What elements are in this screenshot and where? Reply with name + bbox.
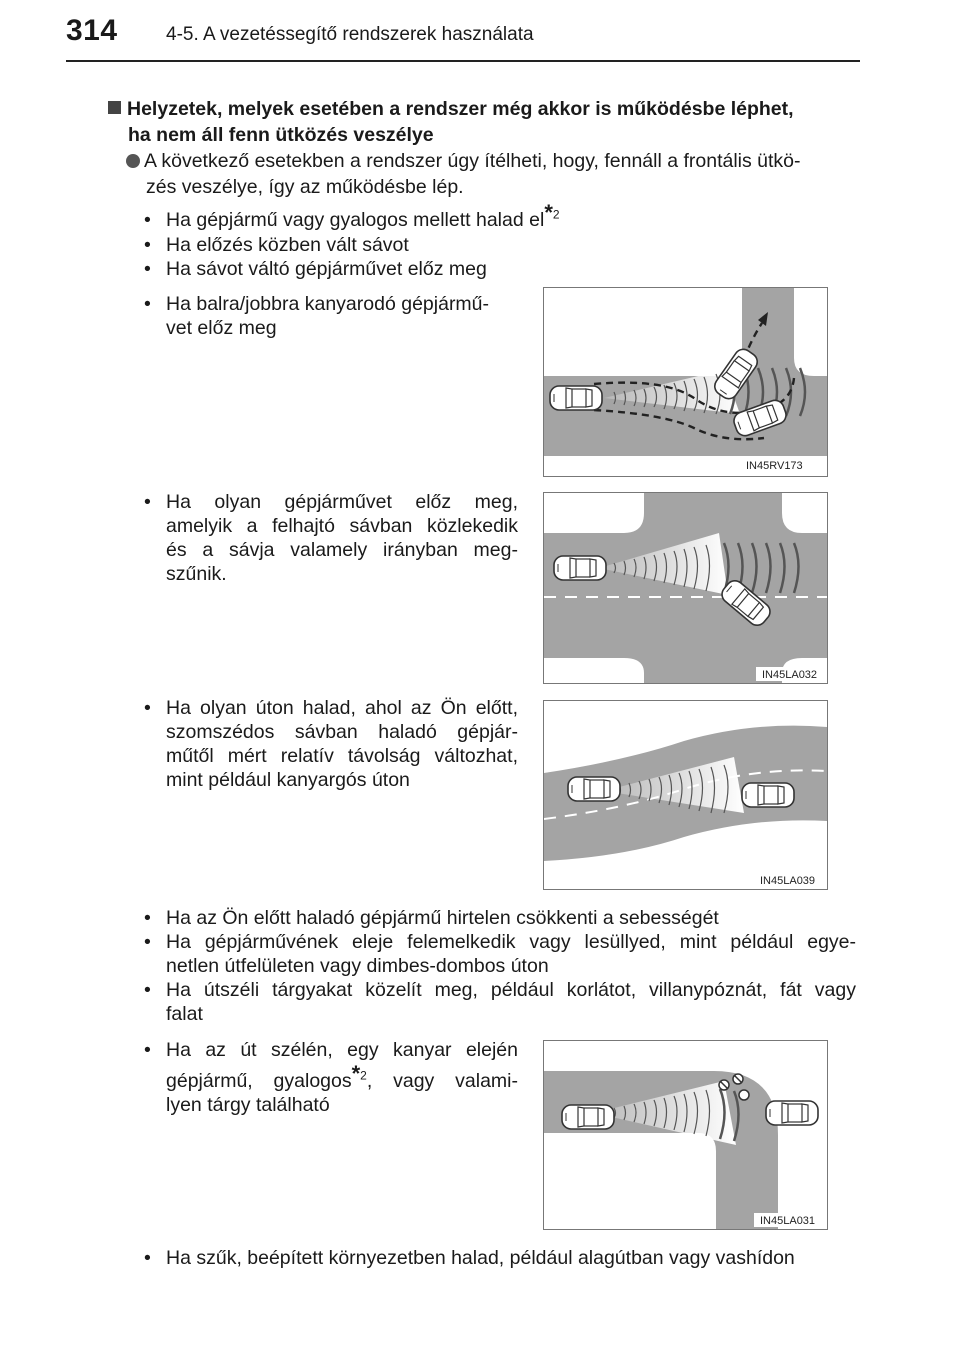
list-item: • Ha sávot váltó gépjárművet előz meg xyxy=(144,258,487,280)
figure-2-caption: • Ha olyan gépjárművet előz meg, amelyik a felhajtó sávban közlekedik és a sávja valamely irányban meg- szűnik. xyxy=(144,491,518,585)
figure-code: IN45RV173 xyxy=(746,460,803,472)
list-item: • Ha szűk, beépített környezetben halad, például alagútban vagy vashídon xyxy=(144,1247,795,1269)
list-item: • Ha az út szélén, egy kanyar elején xyxy=(144,1039,518,1061)
figure-3-caption: • Ha olyan úton halad, ahol az Ön előtt, szomszédos sávban haladó gépjár- műtől mért relatív távolság változhat, mint például kanyargós úton xyxy=(144,697,518,791)
figure-4 xyxy=(543,1040,828,1230)
heading-line-1: Helyzetek, melyek esetében a rendszer még akkor is működésbe léphet, xyxy=(127,98,794,120)
list-item: • Ha az Ön előtt haladó gépjármű hirtelen csökkenti a sebességét xyxy=(144,907,719,929)
bullet-list-top xyxy=(144,200,864,281)
list-item: • Ha gépjárművének eleje felemelkedik vagy lesüllyed, mint például egye- xyxy=(144,931,856,953)
asterisk-mark: * xyxy=(544,200,553,225)
list-item: • Ha útszéli tárgyakat közelít meg, például korlátot, villanypóznát, fát vagy xyxy=(144,979,856,1001)
figure-code: IN45LA032 xyxy=(762,669,818,681)
intro-paragraph xyxy=(126,148,856,200)
figure-code: IN45LA031 xyxy=(760,1215,816,1227)
figure-1 xyxy=(543,287,828,477)
list-item: • Ha olyan úton halad, ahol az Ön előtt, xyxy=(144,697,518,719)
intro-line-2: zés veszélye, így az működésbe lép. xyxy=(146,176,464,198)
bullet-list-mid: • Ha az Ön előtt haladó gépjármű hirtelen csökkenti a sebességét • Ha gépjárművének eleje felemelkedik vagy lesüllyed, mint például egye- netlen útfelületen vagy dimbes-dombos úton • Ha útszéli tárgyakat közelít meg, például korlátot, villanypóznát, fát vagy falat xyxy=(144,907,856,1025)
header-rule xyxy=(66,60,860,62)
list-item: • Ha gépjármű vagy gyalogos mellett halad el*$^2$ xyxy=(144,200,560,231)
section-heading xyxy=(108,96,868,148)
list-item: • Ha előzés közben vált sávot xyxy=(144,234,409,256)
figure-code: IN45LA039 xyxy=(760,875,816,887)
square-bullet-icon xyxy=(108,101,121,114)
page-number: 314 xyxy=(66,14,118,47)
figure-4-caption: • Ha az út szélén, egy kanyar elején gépjármű, gyalogos*$^2$, vagy valami- lyen tárgy található xyxy=(144,1039,518,1116)
intro-line-1: A következő esetekben a rendszer úgy ítélheti, hogy, fennáll a frontális ütkö- xyxy=(144,150,801,172)
list-item: • Ha balra/jobbra kanyarodó gépjármű- xyxy=(144,293,490,315)
figure-1-caption: • Ha balra/jobbra kanyarodó gépjármű- vet előz meg xyxy=(144,292,518,340)
heading-line-2: ha nem áll fenn ütközés veszélye xyxy=(128,124,434,146)
bullet-list-last xyxy=(144,1246,856,1270)
circle-bullet-icon xyxy=(126,154,140,168)
figure-3 xyxy=(543,700,828,890)
chapter-title: 4-5. A vezetéssegítő rendszerek használata xyxy=(166,24,534,45)
asterisk-mark: * xyxy=(351,1061,361,1086)
list-item: • Ha olyan gépjárművet előz meg, xyxy=(144,491,518,513)
figure-2 xyxy=(543,492,828,684)
